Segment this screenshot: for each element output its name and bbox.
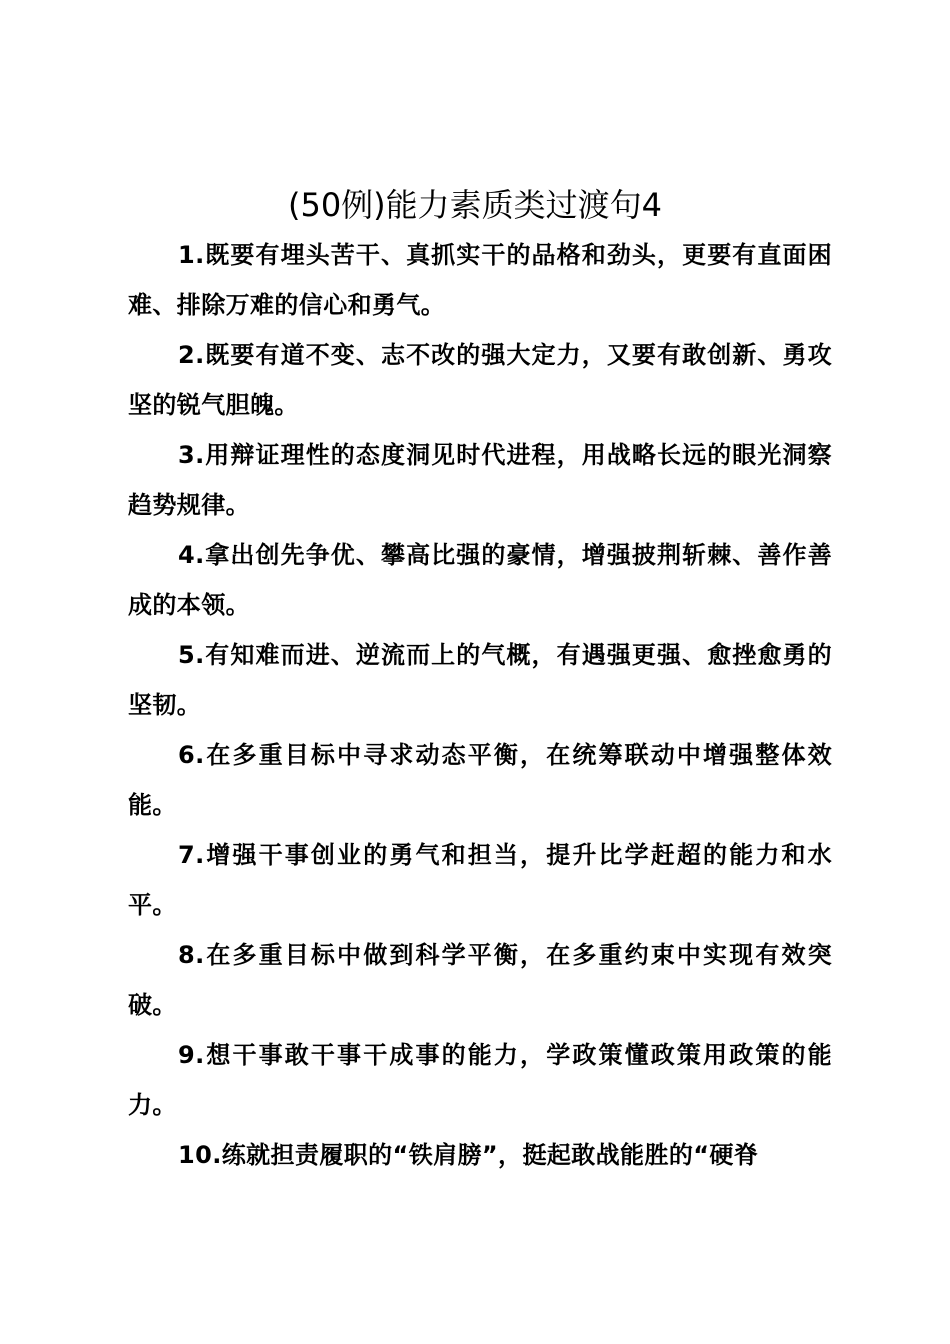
paragraph-2: 2.既要有道不变、志不改的强大定力，又要有敢创新、勇攻坚的锐气胆魄。 (128, 341, 832, 419)
paragraph-8: 8.在多重目标中做到科学平衡，在多重约束中实现有效突破。 (128, 941, 832, 1019)
document-title: (50例)能力素质类过渡句4 (287, 186, 663, 224)
paragraph-6: 6.在多重目标中寻求动态平衡，在统筹联动中增强整体效能。 (128, 741, 832, 819)
paragraph-3: 3.用辩证理性的态度洞见时代进程，用战略长远的眼光洞察趋势规律。 (128, 441, 832, 519)
paragraph-10: 10.练就担责履职的“铁肩膀”，挺起敢战能胜的“硬脊 (178, 1141, 759, 1169)
document-body (128, 230, 832, 1180)
paragraph-5: 5.有知难而进、逆流而上的气概，有遇强更强、愈挫愈勇的坚韧。 (128, 641, 832, 719)
paragraph-9: 9.想干事敢干事干成事的能力，学政策懂政策用政策的能力。 (128, 1041, 832, 1119)
paragraph-1: 1.既要有埋头苦干、真抓实干的品格和劲头，更要有直面困难、排除万难的信心和勇气。 (128, 241, 832, 319)
paragraph-7: 7.增强干事创业的勇气和担当，提升比学赶超的能力和水平。 (128, 841, 832, 919)
paragraph-4: 4.拿出创先争优、攀高比强的豪情，增强披荆斩棘、善作善成的本领。 (128, 541, 832, 619)
